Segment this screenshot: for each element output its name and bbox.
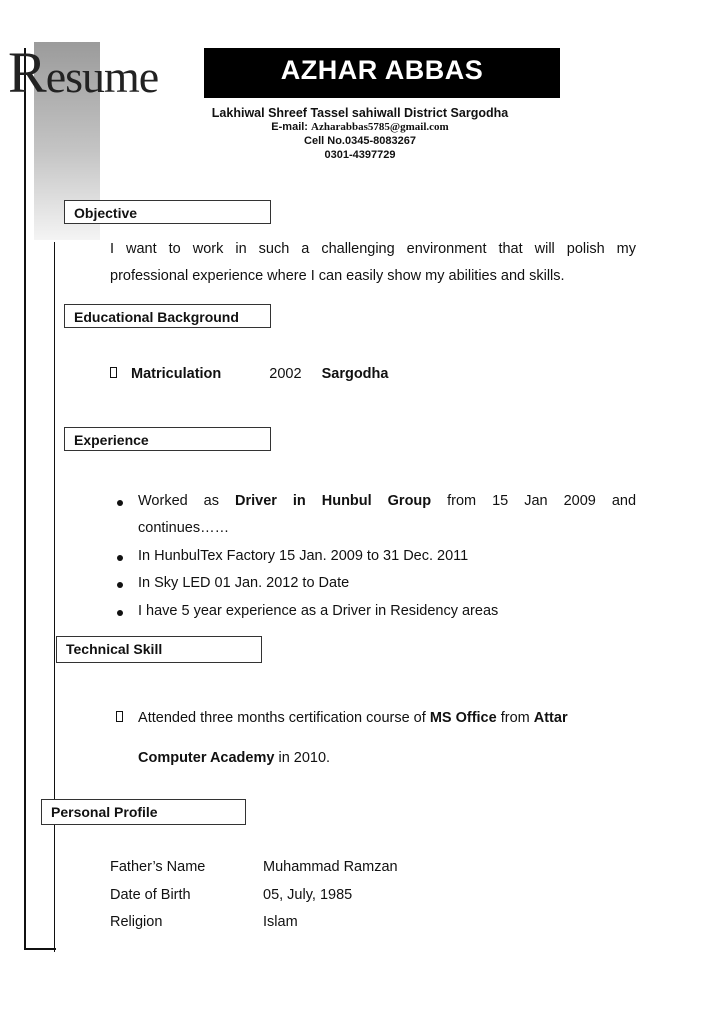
experience-item-4-text: I have 5 year experience as a Driver in Residency areas xyxy=(138,603,499,619)
profile-label-religion: Religion xyxy=(110,914,163,930)
experience-item-4 xyxy=(138,603,498,619)
profile-heading: Personal Profile xyxy=(41,799,246,825)
objective-line-1: I want to work in such a challenging environment that will polish my xyxy=(110,241,636,257)
profile-label-father: Father’s Name xyxy=(110,859,206,875)
education-year: 2002 xyxy=(269,366,302,382)
technical-bold-1: MS Office xyxy=(429,710,497,726)
technical-bold-3: Computer Academy xyxy=(138,750,275,766)
technical-line-2 xyxy=(138,750,330,766)
profile-value-father: Muhammad Ramzan xyxy=(263,859,398,875)
address: Lakhiwal Shreef Tassel sahiwall District Sargodha xyxy=(211,106,509,120)
profile-label-dob: Date of Birth xyxy=(110,887,191,903)
technical-pre: Attended three months certification course of xyxy=(138,710,426,726)
resume-title xyxy=(8,40,159,105)
technical-heading: Technical Skill xyxy=(56,636,262,663)
email-line xyxy=(150,121,570,133)
cell-number-1: 0345-8083267 xyxy=(344,135,416,147)
experience-heading: Experience xyxy=(64,427,271,451)
experience-item-3 xyxy=(138,575,349,591)
name-banner: AZHAR ABBAS xyxy=(204,48,560,98)
square-bullet-icon xyxy=(110,367,117,378)
square-bullet-icon xyxy=(116,711,123,722)
education-place: Sargodha xyxy=(321,366,389,382)
technical-post: in 2010. xyxy=(278,750,331,766)
profile-value-religion: Islam xyxy=(263,914,298,930)
cell-line xyxy=(150,135,570,147)
bullet-icon xyxy=(117,582,123,588)
bottom-border-line xyxy=(24,948,56,950)
experience-item-1-pre: Worked as xyxy=(138,493,219,509)
bullet-icon xyxy=(117,555,123,561)
experience-item-2-text: In HunbulTex Factory 15 Jan. 2009 to 31 Dec. 2011 xyxy=(138,548,469,564)
inner-border-line xyxy=(54,242,55,952)
objective-heading: Objective xyxy=(64,200,271,224)
left-border-line xyxy=(24,48,26,948)
resume-rest: esume xyxy=(45,51,159,102)
bullet-icon xyxy=(117,500,123,506)
experience-item-2 xyxy=(138,548,468,564)
experience-item-1-post: from 15 Jan 2009 and xyxy=(447,493,637,509)
technical-mid: from xyxy=(500,710,530,726)
experience-item-3-text: In Sky LED 01 Jan. 2012 to Date xyxy=(138,575,350,591)
technical-line-1 xyxy=(116,710,568,726)
email-label: E-mail: xyxy=(271,121,308,133)
experience-item-1-line xyxy=(138,493,636,510)
cell-number-2: 0301-4397729 xyxy=(324,149,396,161)
profile-value-dob: 05, July, 1985 xyxy=(263,887,353,903)
technical-bold-2: Attar xyxy=(533,710,568,726)
experience-item-1 xyxy=(138,493,636,510)
objective-line-2: professional experience where I can easily show my abilities and skills. xyxy=(110,268,565,284)
email-value: Azharabbas5785@gmail.com xyxy=(311,121,449,133)
bullet-icon xyxy=(117,610,123,616)
cell-label: Cell No. xyxy=(304,135,345,147)
education-row xyxy=(110,366,510,382)
experience-item-1-continued: continues…… xyxy=(138,520,230,536)
education-heading: Educational Background xyxy=(64,304,271,328)
education-degree: Matriculation xyxy=(131,366,222,382)
resume-initial: R xyxy=(8,40,46,105)
experience-item-1-bold: Driver in Hunbul Group xyxy=(234,493,432,509)
